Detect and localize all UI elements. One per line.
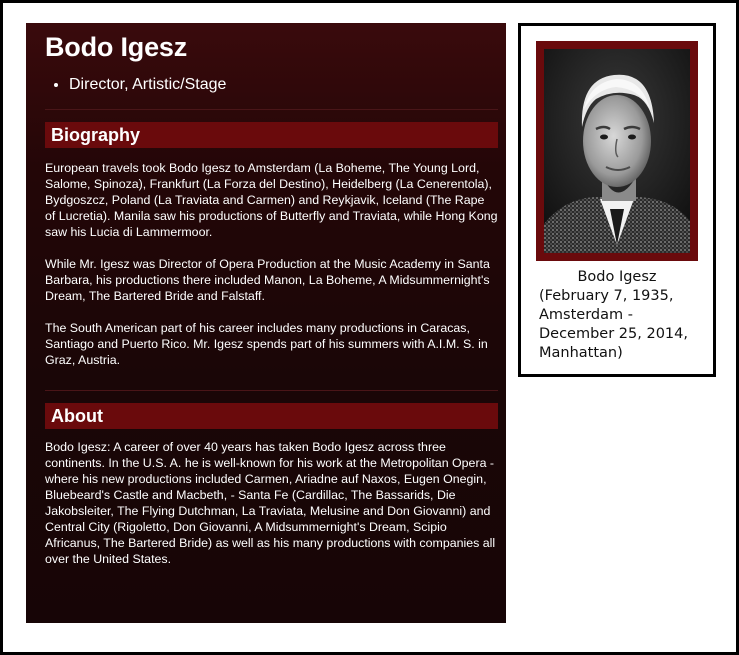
biography-section — [45, 122, 498, 368]
biography-heading: Biography — [45, 122, 498, 148]
divider — [45, 390, 498, 391]
caption-name: Bodo Igesz — [577, 269, 657, 285]
photo-caption — [539, 268, 709, 363]
roles-list — [45, 75, 498, 95]
biography-paragraph: European travels took Bodo Igesz to Amsterdam (La Boheme, The Young Lord, Salome, Spinoza), Frankfurt (La Forza del Destino), Heidelberg (La Cenerentola), Bydgoszcz, Poland (La Traviata and Carmen) and Reykjavik, Iceland (The Rape of Lucretia). Manila saw his productions of Butterfly and Traviata, while Hong Kong saw his Lucia di Lammermoor. — [45, 161, 498, 239]
biography-paragraph: While Mr. Igesz was Director of Opera Production at the Music Academy in Santa Barbara, his productions there included Manon, La Boheme, A Midsummernight's Dream, The Bartered Bride and Falstaff. — [45, 257, 490, 303]
caption-dates: (February 7, 1935, Amsterdam - December 25, 2014, Manhattan) — [539, 288, 688, 361]
portrait-illustration — [544, 49, 690, 253]
about-heading: About — [45, 403, 498, 429]
person-name: Bodo Igesz — [45, 32, 188, 62]
biography-paragraph: The South American part of his career includes many productions in Caracas, Santiago and Puerto Rico. Mr. Igesz spends part of his summers with A.I.M. S. in Graz, Austria. — [45, 321, 488, 367]
portrait-photo — [544, 49, 690, 253]
about-paragraph: Bodo Igesz: A career of over 40 years has taken Bodo Igesz across three continents. In the U.S. A. he is well-known for his work at the Metropolitan Opera - where his new productions included Carmen, Ariadne auf Naxos, Eugen Onegin, Bluebeard's Castle and Macbeth, - Santa Fe (Cardillac, The Bassarids, Die Jakobsleiter, The Flying Dutchman, La Traviata, Melusine and Don Giovanni) and Central City (Rigoletto, Don Giovanni, A Midsummernight's Dream, Scipio Africanus, The Bartered Bride) as well as his many productions with companies all over the United States. — [45, 440, 496, 566]
role-item: • Director, Artistic/Stage — [69, 75, 498, 95]
photo-card — [518, 23, 716, 377]
photo-frame — [536, 41, 698, 261]
profile-panel — [26, 23, 506, 623]
divider — [45, 109, 498, 110]
about-section — [45, 403, 498, 567]
